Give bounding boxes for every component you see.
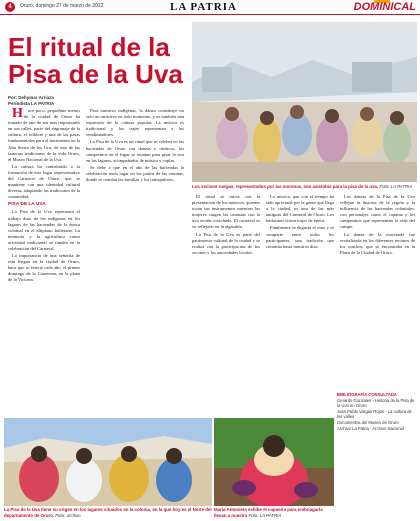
photo3-caption — [214, 507, 334, 518]
outlet: Periodista LA PATRIA — [8, 101, 55, 106]
paragraph: Las danzas de la Pisa de la Uva reflejan la historia de la región y la influencia de las haciendas coloniales, con personajes como el capataz y los campesinos que representan la vida del campo. — [340, 194, 415, 230]
paragraph: Se debe a que en el año de las haciendas la celebración tenía lugar en los patios de las casonas, donde se reunían las familias y los trabajadores. — [86, 164, 184, 183]
photo-grape-stomping-crowd — [192, 22, 417, 182]
page-header — [0, 0, 420, 15]
photo1-caption-text: Los vecinos ruegan, representados por las morenas, son asistidos para la pisa de la uva. — [192, 184, 379, 189]
photo1-caption-credit: Foto: LA PATRIA — [379, 184, 413, 189]
photo3-caption-text: María Antonieta exhibe el capoeira para embriagarla llevan a nuestra — [214, 507, 323, 518]
bibliography-item: Juan Pablo Vargas Rojas - La cultura de los valles — [337, 408, 412, 420]
byline — [8, 95, 54, 107]
paragraph: La importancia de una señorita de esta lengua en la ciudad de Oruro, hace que se festeje cada año, el primer domingo de la Cuaresma, en la plaza de la Victoria. — [8, 253, 80, 283]
paragraph: Para nuestros indígenas, la danza constituye no solo un atractivo en todo momento, y es también una expresión de la cultura popular. La música es tradicional y los trajes representan a los vendimiadores. — [86, 108, 184, 138]
article-title: El ritual de la Pisa de la Uva — [8, 32, 183, 89]
paragraph: La Pisa de la Uva es un ritual que se celebra en las haciendas de Oruro con danzas y cánticos, los campesinos en el lugar se reunían para pisar la uva en los lagares, acompañados de música y coplas. — [86, 139, 184, 163]
bibliography — [337, 392, 415, 431]
paragraph: La música, que con el tiempo ha sido apreciada por la gente que llega a la ciudad, es una de las más antiguas del Carnaval de Oruro. Los bailarines visten trajes de época. — [266, 194, 334, 224]
photo2-caption-credit: Foto: archivo — [55, 512, 81, 518]
photo-maria-antonieta — [214, 418, 334, 506]
photo2-caption — [4, 507, 212, 518]
article-column-2 — [86, 108, 184, 413]
paragraph: El ritual se inicia con la presentación de los músicos, quienes tocan sus instrumentos mientras las mujeres cargan las canastas con la uva recién cosechada. El carnaval se ve reflejado en la algarabía. — [192, 194, 260, 230]
article-column-3 — [192, 194, 260, 414]
paragraph: La cultura ha contribuido a la formación de este lugar representativo del Carnaval de Oruro, que se mantiene con una identidad cultural diversa, adaptando las tradiciones de la comunidad. — [8, 163, 80, 200]
photo2-caption-text: La Pisa de la Uva tiene su origen en los lagares situados en la colonia, en la que hoy es el Norte del departamento de Oruro. — [4, 507, 212, 518]
author: Por: Dehymar Arriaza — [8, 95, 54, 100]
section-name: DOMINICAL — [353, 1, 416, 13]
page-number: 4 — [5, 2, 15, 12]
paragraph: La Pisa de la Uva es parte del patrimonio cultural de la ciudad y se realiza con la participación de los vecinos y las autoridades locales. — [192, 231, 260, 255]
paragraph: Finalmente se degusta el vino y se comparte entre todos los participantes, una tradición que continúa hasta nuestros días. — [266, 225, 334, 249]
bibliography-item: Archivo La Patria - Archivo Nacional — [337, 425, 404, 431]
article-column-5 — [340, 194, 415, 389]
article-column-4 — [266, 194, 334, 414]
issue-date: Oruro, domingo 27 de marzo de 2022 — [20, 3, 104, 9]
newspaper-name: LA PATRIA — [170, 1, 237, 13]
subheading: PISA DE LA UVA — [8, 202, 46, 208]
bibliography-item: Gerardo Gonzales - Historia de la Pisa de la Uva en Oruro — [337, 397, 415, 409]
photo1-caption — [192, 184, 417, 190]
photo-dancers-in-hacienda — [4, 418, 212, 506]
paragraph: Hace poco, pequeñine menos de la ciudad de Oruro ha tomado de uno de sus mas importantes en sus calles, parte del engranaje de la cultura, el folklore y una de las pasas fundamentales para el nacimiento en la Alta Sierra de los Uru, de una de las famosas tradiciones de la vida Oruro, el Museo Nacional de la Uva. — [8, 108, 80, 162]
photo3-caption-credit: Foto: LA PATRIA — [248, 512, 282, 518]
article-column-1 — [8, 108, 80, 413]
bibliography-item: Documentos del Museo de Oruro — [337, 419, 399, 425]
paragraph: La danza de la morenada fue revitalizada en los diferentes recintos de los ranchos, que se encontraba en la Plaza de la Ciudad de Oruro. — [340, 231, 415, 255]
bibliography-heading: BIBLIOGRAFÍA CONSULTADA — [337, 392, 397, 397]
paragraph: La Pisa de la Uva representa el trabajo duro de los indígenas en los lagares de las haciendas de la época colonial en el altiplano boliviano. La memoria y la agricultura como actividad tradicional se funden en la celebración del Carnaval. — [8, 209, 80, 251]
